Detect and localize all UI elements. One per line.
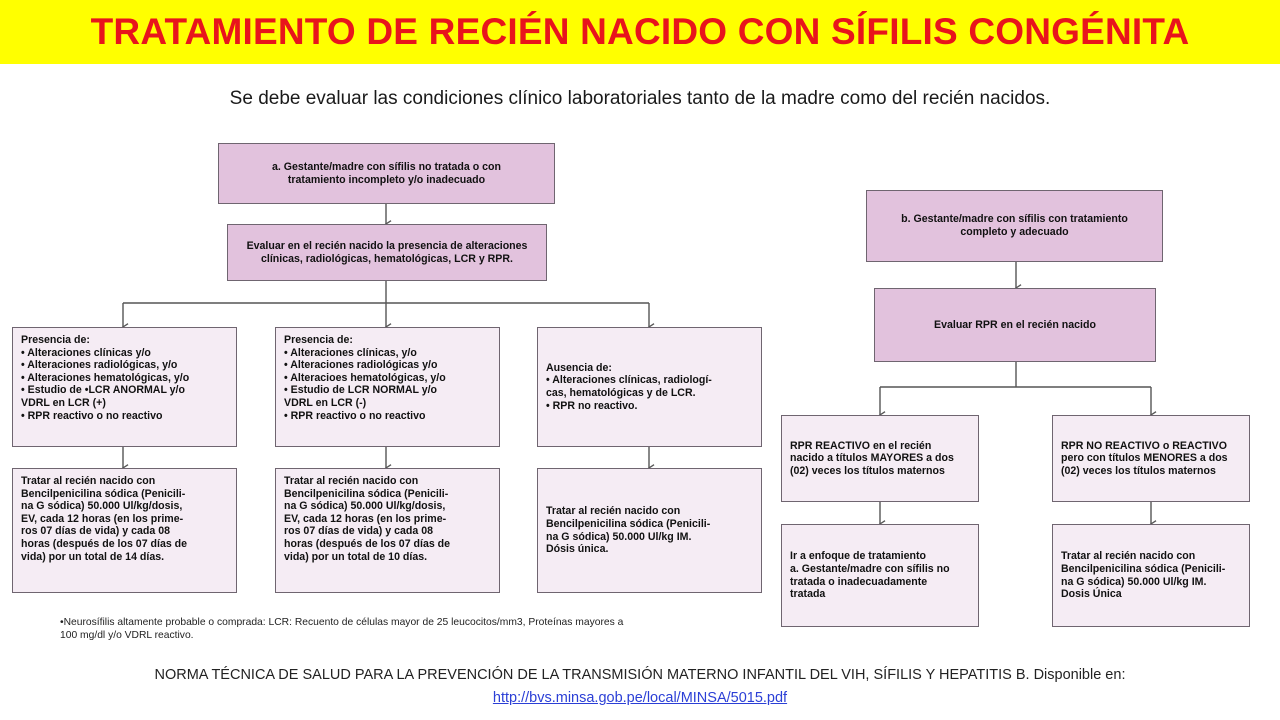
page-title: TRATAMIENTO DE RECIÉN NACIDO CON SÍFILIS CONGÉNITA <box>90 11 1190 52</box>
flow-a-condition-3: Ausencia de: • Alteraciones clínicas, radiologí- cas, hematológicas y de LCR. • RPR no reactivo. <box>537 327 762 447</box>
flow-b-evaluate-box: Evaluar RPR en el recién nacido <box>874 288 1156 362</box>
title-bar <box>0 0 1280 64</box>
flow-a-treatment-3: Tratar al recién nacido con Bencilpenicilina sódica (Penicili- na G sódica) 50.000 Ul/kg IM. Dósis única. <box>537 468 762 593</box>
flow-a-treatment-1: Tratar al recién nacido con Bencilpenicilina sódica (Penicili- na G sódica) 50.000 Ul/kg/dosis, EV, cada 12 horas (en los prime- ros 07 días de vida) y cada 08 horas (después de los 07 días de vida) por un total de 14 días. <box>12 468 237 593</box>
flow-b-condition-1: RPR REACTIVO en el recién nacido a títulos MAYORES a dos (02) veces los títulos maternos <box>781 415 979 502</box>
flow-a-evaluate-box: Evaluar en el recién nacido la presencia de alteraciones clínicas, radiológicas, hematológicas, LCR y RPR. <box>227 224 547 281</box>
flow-a-condition-1: Presencia de: • Alteraciones clínicas y/o • Alteraciones radiológicas, y/o • Alteraciones hematológicas, y/o • Estudio de •LCR ANORMAL y/o VDRL en LCR (+) • RPR reactivo o no reactivo <box>12 327 237 447</box>
reference-text: NORMA TÉCNICA DE SALUD PARA LA PREVENCIÓN DE LA TRANSMISIÓN MATERNO INFANTIL DEL VIH, SÍFILIS Y HEPATITIS B. Disponible en: <box>154 667 1126 683</box>
flow-a-condition-2: Presencia de: • Alteraciones clínicas, y/o • Alteraciones radiológicas y/o • Alteracioes hematológicas, y/o • Estudio de LCR NORMAL y/o VDRL en LCR (-) • RPR reactivo o no reactivo <box>275 327 500 447</box>
footnote: •Neurosífilis altamente probable o comprada: LCR: Recuento de células mayor de 25 leucocitos/mm3, Proteínas mayores a 100 mg/dl y/o VDRL reactivo. <box>60 617 624 641</box>
flow-b-header-box: b. Gestante/madre con sífilis con tratamiento completo y adecuado <box>866 190 1163 262</box>
flow-a-treatment-2: Tratar al recién nacido con Bencilpenicilina sódica (Penicili- na G sódica) 50.000 Ul/kg/dosis, EV, cada 12 horas (en los prime- ros 07 días de vida) y cada 08 horas (después de los 07 días de vida) por un total de 10 días. <box>275 468 500 593</box>
reference-link[interactable]: http://bvs.minsa.gob.pe/local/MINSA/5015.pdf <box>492 690 788 706</box>
subtitle: Se debe evaluar las condiciones clínico laboratoriales tanto de la madre como del recién nacidos. <box>229 88 1051 109</box>
reference-link-container <box>0 690 1280 706</box>
flow-b-condition-2: RPR NO REACTIVO o REACTIVO pero con títulos MENORES a dos (02) veces los títulos maternos <box>1052 415 1250 502</box>
flow-b-action-1: Ir a enfoque de tratamiento a. Gestante/madre con sífilis no tratada o inadecuadamente tratada <box>781 524 979 627</box>
flow-a-header-box: a. Gestante/madre con sífilis no tratada o con tratamiento incompleto y/o inadecuado <box>218 143 555 204</box>
flow-b-action-2: Tratar al recién nacido con Bencilpenicilina sódica (Penicili- na G sódica) 50.000 Ul/kg IM. Dosis Única <box>1052 524 1250 627</box>
